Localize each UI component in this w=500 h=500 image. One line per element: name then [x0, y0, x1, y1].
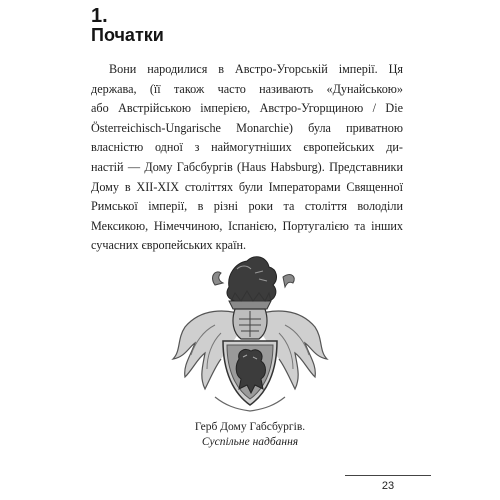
caption-text: Герб Дому Габсбургів.: [194, 421, 306, 433]
page-number: 23: [381, 480, 395, 492]
coat-of-arms-drawing: [155, 247, 345, 417]
paragraph-line: Римської імперії, в різні роки та століття володіли: [91, 199, 403, 214]
figure-caption: [100, 420, 400, 450]
paragraph-line: Österreichisch-Ungarische Monarchie) була приватною: [91, 120, 403, 135]
chapter-number: 1.: [91, 5, 108, 27]
paragraph-line: Вони народилися в Австро-Угорській імперії. Ця: [109, 62, 403, 76]
paragraph-line: держава, (її також часто називають «Дунайською»: [91, 81, 403, 96]
paragraph-line: Дому в XII-XIX століттях були Імператорами Священної: [91, 179, 403, 194]
paragraph-line: власністю одної з наймогутніших європейських ди-: [91, 140, 403, 155]
paragraph-line: або Австрійською імперією, Австро-Угорщиною / Die: [91, 101, 403, 116]
paragraph-line: настій — Дому Габсбургів (Haus Habsburg). Представники: [91, 159, 403, 174]
footer-divider: [345, 475, 431, 476]
paragraph-line: Мексикою, Німеччиною, Іспанією, Португалією та інших: [91, 218, 403, 233]
caption-credit: Суспільне надбання: [201, 436, 299, 448]
paragraph-line: сучасних європейських країн.: [91, 238, 247, 253]
chapter-title: Початки: [91, 25, 164, 45]
body-paragraph: [91, 60, 403, 256]
coat-of-arms-image: [155, 247, 345, 417]
